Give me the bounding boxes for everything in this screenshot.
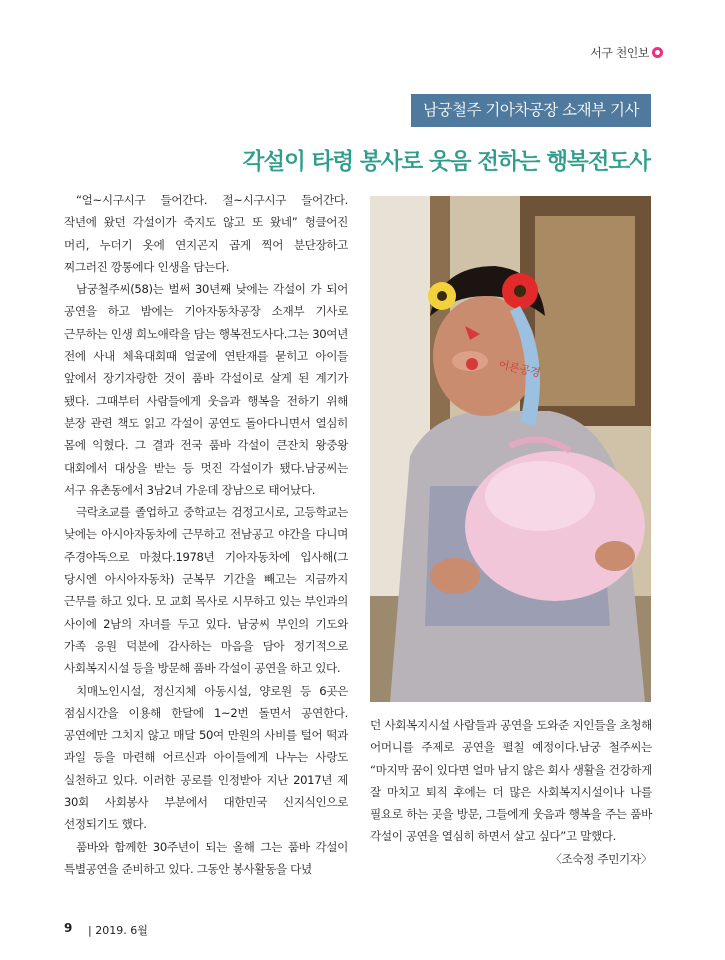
- article-photo: [370, 196, 651, 702]
- paragraph: “얼~시구시구 들어간다. 절~시구시구 들어간다. 작년에 왔던 각설이가 죽지도 않고 또 왔네” 헝클어진 머리, 누더기 옷에 연지곤지 곱게 찍어 분단장하고 찌그러진 깡통에다 인생을 담는다.: [64, 193, 348, 274]
- section-label: 서구 천인보: [590, 46, 649, 60]
- byline: 〈조숙정 주민기자〉: [550, 851, 652, 866]
- photo-illustration: [370, 196, 651, 702]
- paragraph: 남궁철주씨(58)는 벌써 30년째 낮에는 각설이 가 되어 공연을 하고 밤에는 기아자동차공장 소재부 기사로 근무하는 인생 희노애락을 담는 행복전도사다.그는 30여년 전에 사내 체육대회때 얼굴에 연탄재를 묻히고 아이들 앞에서 장기자랑한 것이 품바 각설이로 살게 된 계기가 됐다. 그때부터 사람들에게 웃음과 행복을 전하기 위해 분장 관련 책도 읽고 각설이 공연도 돌아다니면서 열심히 몸에 익혔다. 그 결과 전국 품바 각설이 큰잔치 왕중왕 대회에서 대상을 받는 등 멋진 각설이가 됐다.남궁씨는 서구 유촌동에서 3남2녀 가운데 장남으로 태어났다.: [64, 282, 348, 497]
- issue-date: | 2019. 6월: [88, 924, 148, 937]
- paragraph: 품바와 함께한 30주년이 되는 올해 그는 품바 각설이 특별공연을 준비하고 있다. 그동안 봉사활동을 다녔: [64, 839, 348, 876]
- paragraph: 극락초교를 졸업하고 중학교는 검정고시로, 고등학교는 낮에는 아시아자동차에 근무하고 전남공고 야간을 다니며 주경야독으로 마쳤다.1978년 기아자동차에 입사해(그 당시엔 아시아자동차) 군복무 기간을 빼고는 지금까지 근무를 하고 있다. 모 교회 목사로 시무하고 있는 부인과의 사이에 2남의 자녀를 두고 있다. 남궁씨 부인의 기도와 가족 응원 덕분에 감사하는 마음을 담아 정기적으로 사회복지시설 등을 방문해 품바 각설이 공연을 하고 있다.: [64, 505, 348, 676]
- face-paint-text: 어른공경: [497, 358, 542, 380]
- article-body-right: [370, 714, 652, 870]
- article-title: 각설이 타령 봉사로 웃음 전하는 행복전도사: [242, 149, 650, 175]
- article-subtitle: 남궁철주 기아차공장 소재부 기사: [411, 94, 651, 127]
- article-body-left: [64, 189, 348, 880]
- paragraph: 던 사회복지시설 사람들과 공연을 도와준 지인들을 초청해 어머니를 주제로 공연을 펼칠 예정이다.남궁 철주씨는 “마지막 꿈이 있다면 얼마 남지 않은 회사 생활을 건강하게 잘 마치고 퇴직 후에는 더 많은 사회복지시설이나 나를 필요로 하는 곳을 방문, 그들에게 웃음과 행복을 주는 품바 각설이 공연을 열심히 하면서 살고 싶다”고 말했다.: [370, 718, 652, 844]
- paragraph: 치매노인시설, 정신지체 아동시설, 양로원 등 6곳은 점심시간을 이용해 한달에 1~2번 돌면서 공연한다. 공연에만 그치지 않고 매달 50여 만원의 사비를 털어 떡과 과일 등을 마련해 어르신과 아이들에게 나누는 사랑도 실천하고 있다. 이러한 공로를 인정받아 지난 2017년 제 30회 사회봉사 부분에서 대한민국 신지식인으로 선정되기도 했다.: [64, 683, 348, 832]
- section-dot-icon: [652, 47, 663, 58]
- page-number: 9: [64, 921, 73, 935]
